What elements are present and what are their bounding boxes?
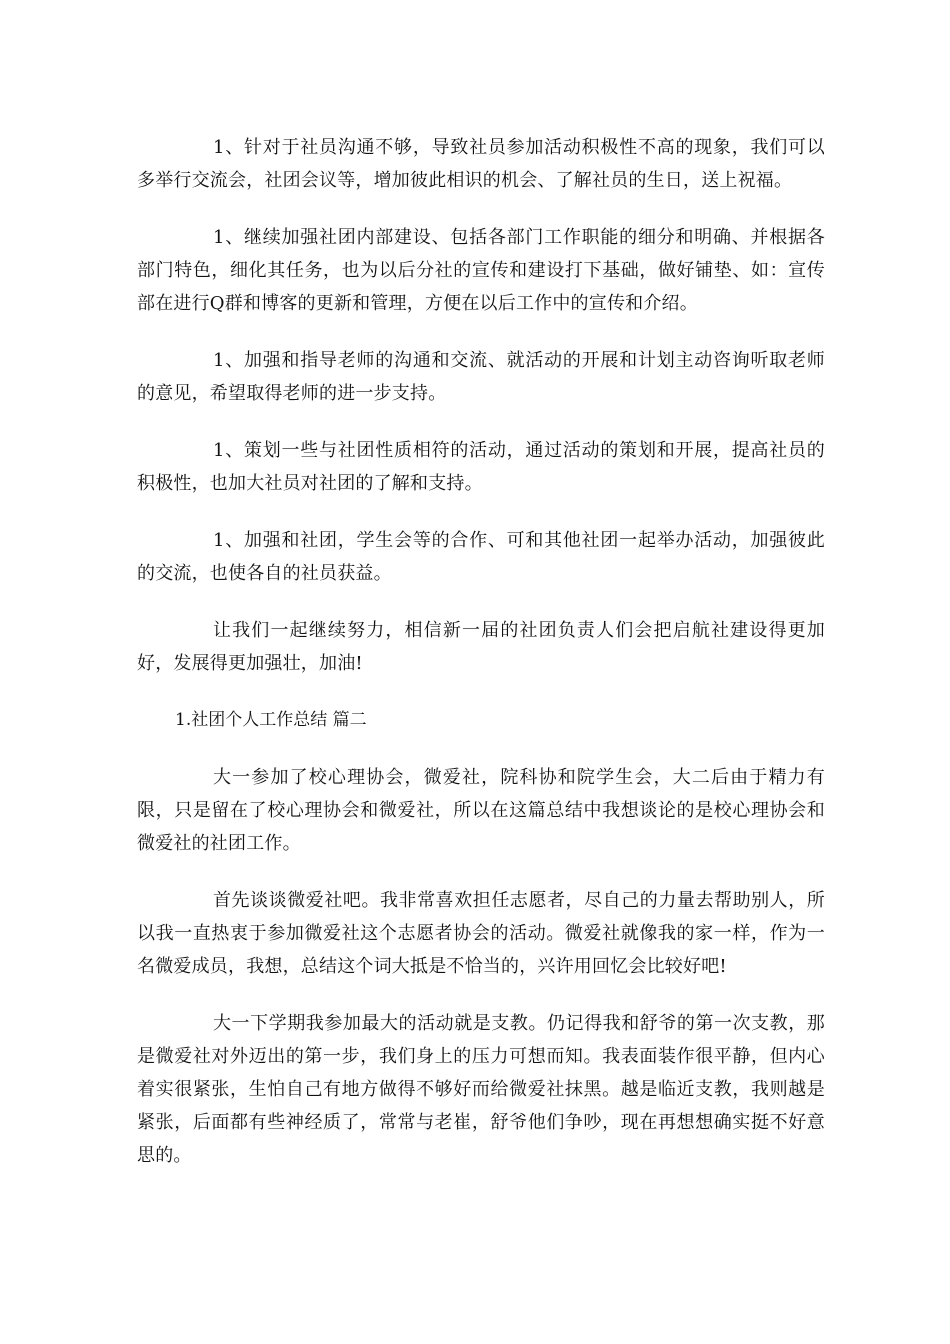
paragraph-1: 1、针对于社员沟通不够，导致社员参加活动积极性不高的现象，我们可以多举行交流会，社团会议等，增加彼此相识的机会、了解社员的生日，送上祝福。	[137, 137, 825, 191]
paragraph-5: 1、加强和社团，学生会等的合作、可和其他社团一起举办活动，加强彼此的交流，也使各自的社员获益。	[137, 530, 825, 584]
paragraph-3: 1、加强和指导老师的沟通和交流、就活动的开展和计划主动咨询听取老师的意见，希望取得老师的进一步支持。	[137, 350, 825, 404]
paragraph-2: 1、继续加强社团内部建设、包括各部门工作职能的细分和明确、并根据各部门特色，细化其任务，也为以后分社的宣传和建设打下基础，做好铺垫、如：宣传部在进行Q群和博客的更新和管理，方便在以后工作中的宣传和介绍。	[137, 227, 825, 314]
paragraph-4: 1、策划一些与社团性质相符的活动，通过活动的策划和开展，提高社员的积极性，也加大社员对社团的了解和支持。	[137, 440, 825, 494]
section-paragraph-2: 首先谈谈微爱社吧。我非常喜欢担任志愿者，尽自己的力量去帮助别人，所以我一直热衷于参加微爱社这个志愿者协会的活动。微爱社就像我的家一样，作为一名微爱成员，我想，总结这个词大抵是不恰当的，兴许用回忆会比较好吧!	[137, 890, 825, 977]
paragraph-6: 让我们一起继续努力，相信新一届的社团负责人们会把启航社建设得更加好，发展得更加强壮，加油!	[137, 620, 825, 674]
section-heading: 1.社团个人工作总结 篇二	[175, 710, 367, 730]
section-paragraph-1: 大一参加了校心理协会，微爱社，院科协和院学生会，大二后由于精力有限，只是留在了校心理协会和微爱社，所以在这篇总结中我想谈论的是校心理协会和微爱社的社团工作。	[137, 767, 825, 854]
section-paragraph-3: 大一下学期我参加最大的活动就是支教。仍记得我和舒爷的第一次支教，那是微爱社对外迈出的第一步，我们身上的压力可想而知。我表面装作很平静，但内心着实很紧张，生怕自己有地方做得不够好而给微爱社抹黑。越是临近支教，我则越是紧张，后面都有些神经质了，常常与老崔，舒爷他们争吵，现在再想想确实挺不好意思的。	[137, 1013, 825, 1166]
document-body	[137, 131, 825, 1172]
